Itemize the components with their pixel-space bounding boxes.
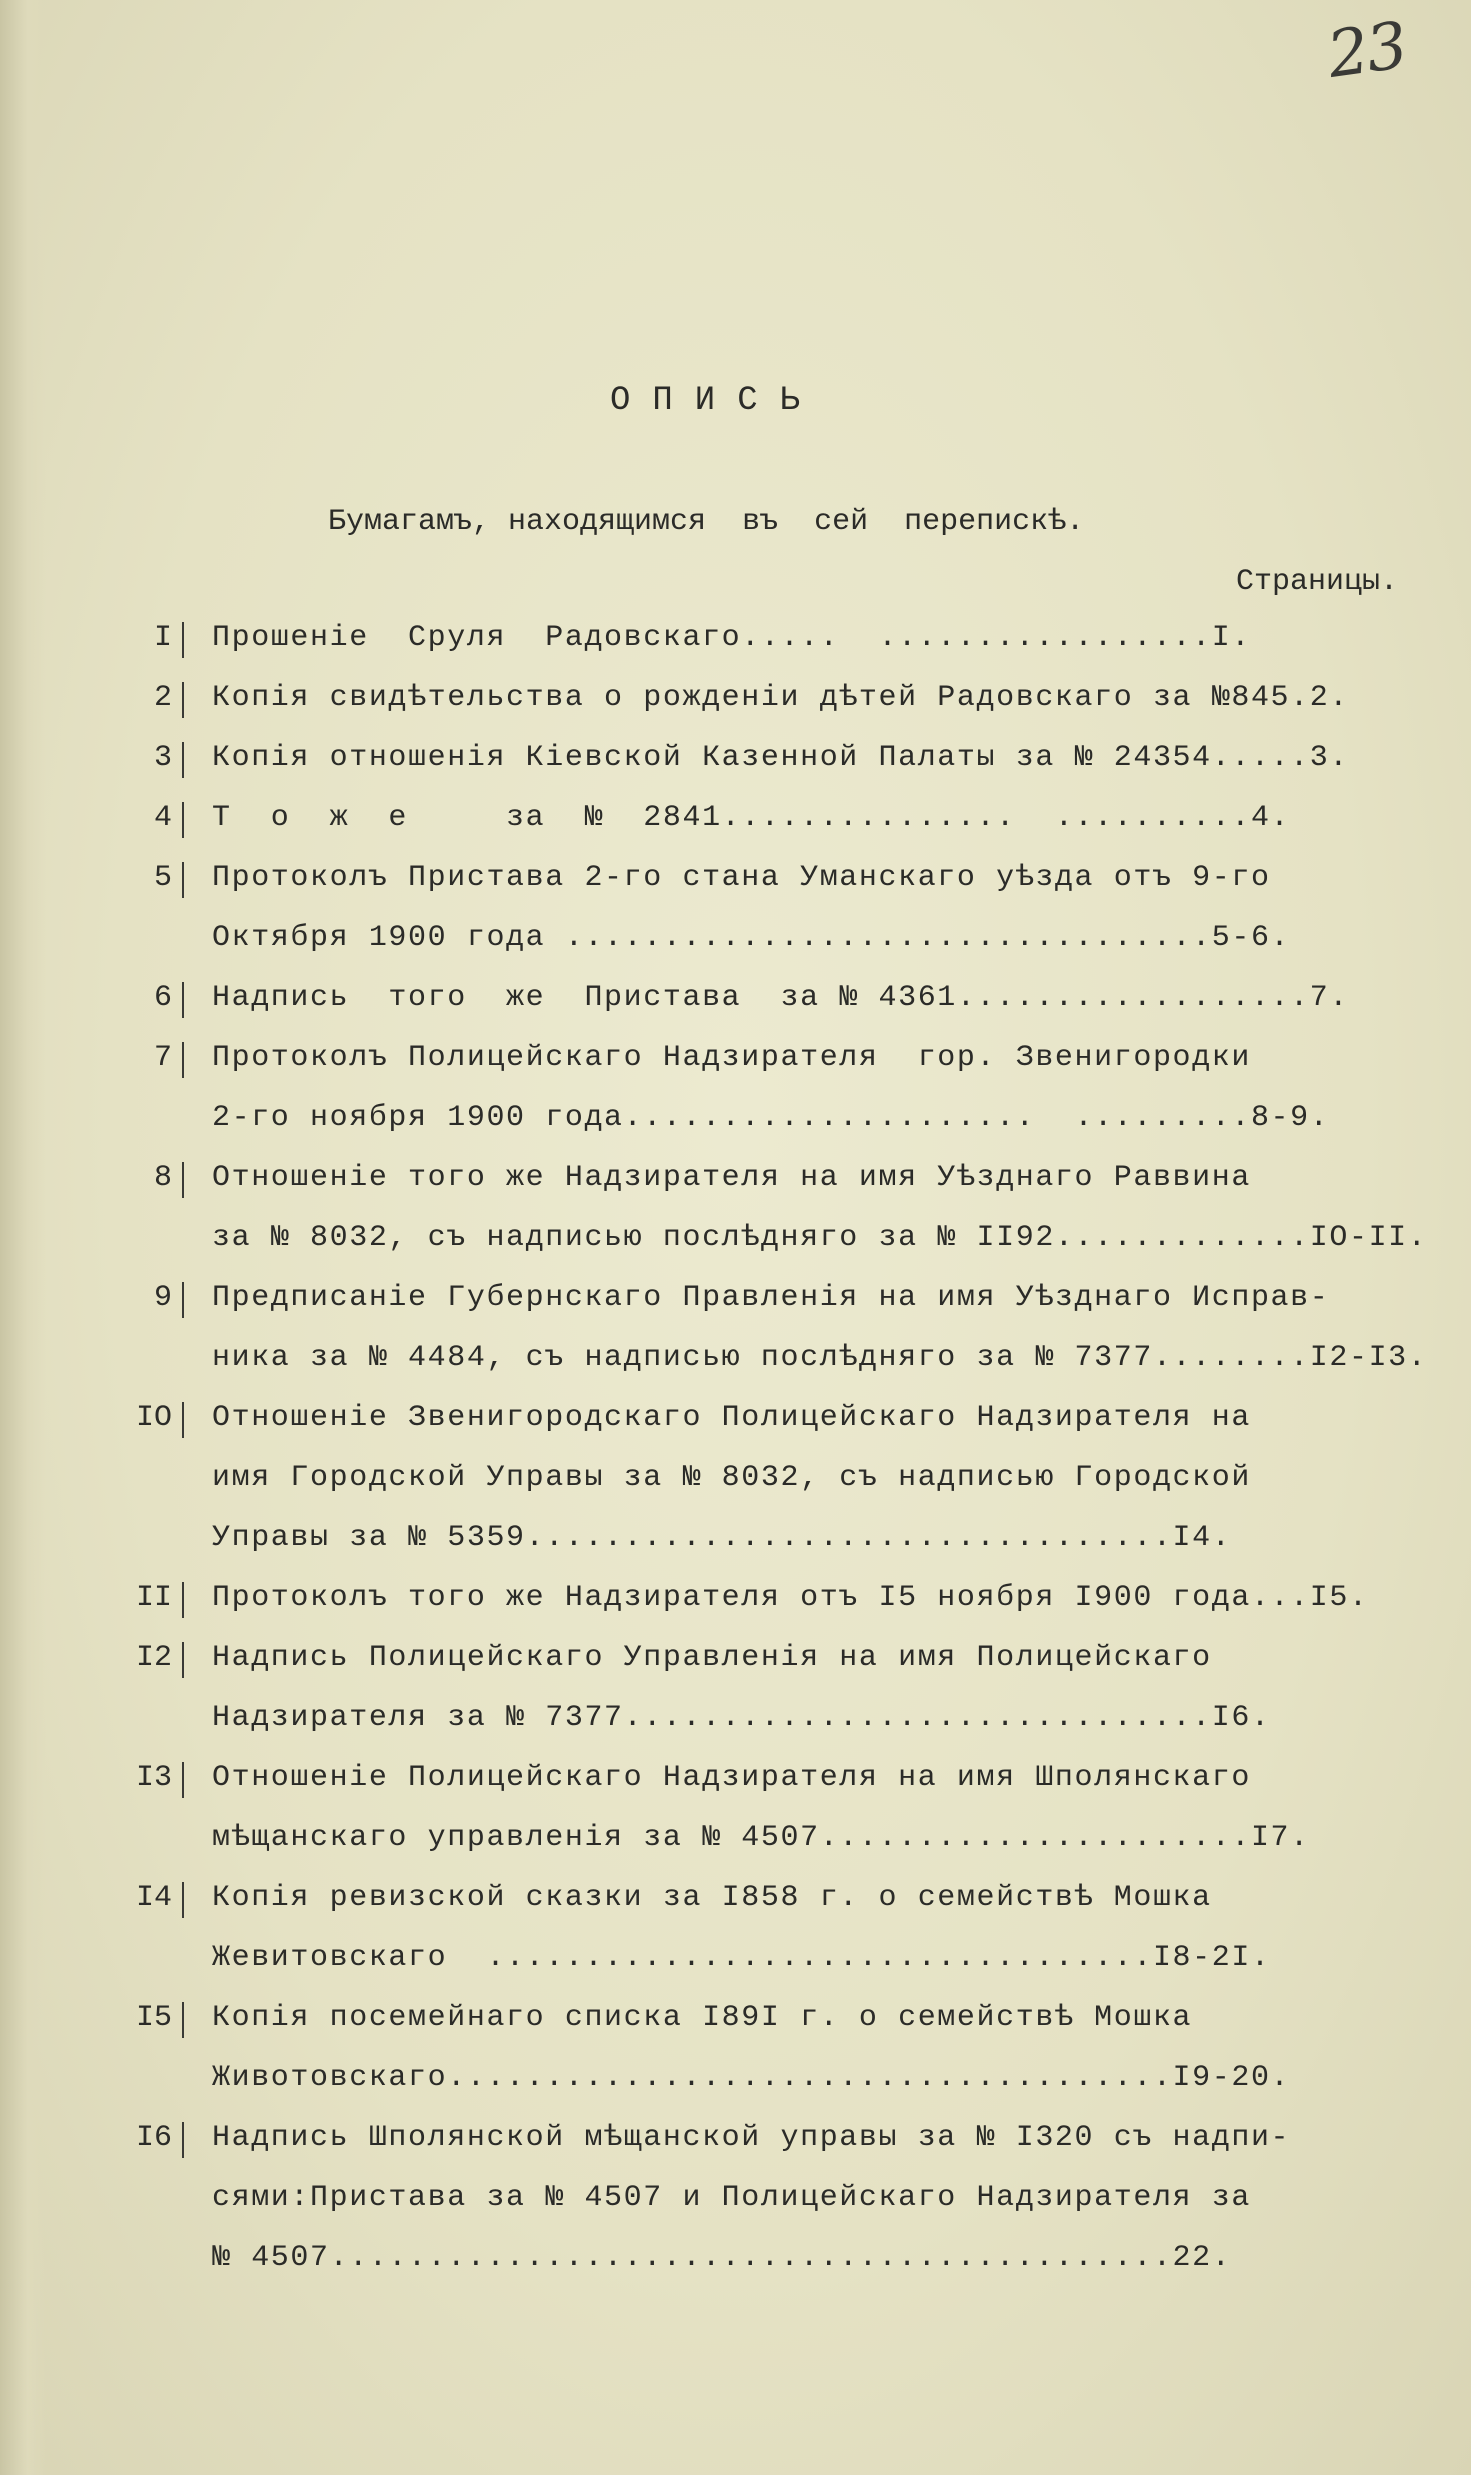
entry-line: Животовскаго.....................................I9-20. <box>212 2061 1291 2095</box>
entry-rule <box>182 862 184 898</box>
entry-line: имя Городской Управы за № 8032, съ надписью Городской <box>212 1461 1251 1495</box>
entry-rule <box>182 802 184 838</box>
entry-line: Прошенiе Сруля Радовскаго..... .................I. <box>212 621 1251 655</box>
entry-rule <box>182 2122 184 2158</box>
entry-line: Копiя свидѣтельства о рожденiи дѣтей Радовскаго за №845.2. <box>212 681 1349 715</box>
entry-rule <box>182 1762 184 1798</box>
entry-line: Управы за № 5359.................................I4. <box>212 1521 1232 1555</box>
entry-line: Октября 1900 года .................................5-6. <box>212 921 1291 955</box>
pages-column-header: Страницы. <box>1236 565 1399 599</box>
entry-line: Протоколъ Пристава 2-го стана Уманскаго уѣзда отъ 9-го <box>212 861 1271 895</box>
entry-number: I6 <box>135 2121 172 2155</box>
entry-number: IO <box>135 1401 172 1435</box>
entry-line: Отношенiе Звенигородскаго Полицейскаго Надзирателя на <box>212 1401 1251 1435</box>
entry-line: Отношенiе Полицейскаго Надзирателя на имя Шполянскаго <box>212 1761 1251 1795</box>
entry-rule <box>182 622 184 658</box>
entry-number: I3 <box>135 1761 172 1795</box>
entry-line: Копiя отношенiя Кiевской Казенной Палаты за № 24354.....3. <box>212 741 1349 775</box>
entry-line: Жевитовскаго ..................................I8-2I. <box>212 1941 1271 1975</box>
entry-rule <box>182 1282 184 1318</box>
entry-rule <box>182 1162 184 1198</box>
entry-number: II <box>135 1581 172 1615</box>
entry-number: 3 <box>153 741 172 775</box>
entry-line: Надпись Шполянской мѣщанской управы за № I320 съ надпи- <box>212 2121 1291 2155</box>
entry-rule <box>182 682 184 718</box>
entry-line: Протоколъ Полицейскаго Надзирателя гор. Звенигородки <box>212 1041 1251 1075</box>
entry-line: Копiя ревизской сказки за I858 г. о семействѣ Мошка <box>212 1881 1212 1915</box>
handwritten-page-number: 23 <box>1323 8 1411 94</box>
entry-number: 8 <box>153 1161 172 1195</box>
entry-line: Копiя посемейнаго списка I89I г. о семействѣ Мошка <box>212 2001 1193 2035</box>
entry-number: 5 <box>153 861 172 895</box>
page-edge-shadow <box>0 0 46 2475</box>
document-title: ОПИСЬ <box>610 382 823 420</box>
entry-line: № 4507...........................................22. <box>212 2241 1232 2275</box>
entry-line: сями:Пристава за № 4507 и Полицейскаго Надзирателя за <box>212 2181 1251 2215</box>
entry-line: Надпись Полицейскаго Управленiя на имя Полицейскаго <box>212 1641 1212 1675</box>
entry-rule <box>182 1582 184 1618</box>
document-subtitle: Бумагамъ, находящимся въ сей перепискѣ. <box>328 505 1085 539</box>
entry-line: Предписанiе Губернскаго Правленiя на имя Уѣзднаго Исправ- <box>212 1281 1330 1315</box>
entry-rule <box>182 982 184 1018</box>
entry-line: ника за № 4484, съ надписью послѣдняго за № 7377........I2-I3. <box>212 1341 1428 1375</box>
entry-number: I4 <box>135 1881 172 1915</box>
entry-rule <box>182 1042 184 1078</box>
entry-line: Надзирателя за № 7377..............................I6. <box>212 1701 1271 1735</box>
entry-line: Отношенiе того же Надзирателя на имя Уѣзднаго Раввина <box>212 1161 1251 1195</box>
entry-number: 7 <box>153 1041 172 1075</box>
entry-line: за № 8032, съ надписью послѣдняго за № II92.............IO-II. <box>212 1221 1428 1255</box>
entry-number: I2 <box>135 1641 172 1675</box>
entry-line: 2-го ноября 1900 года..................... .........8-9. <box>212 1101 1330 1135</box>
entry-number: I5 <box>135 2001 172 2035</box>
entry-number: 4 <box>153 801 172 835</box>
entry-number: 2 <box>153 681 172 715</box>
entry-number: I <box>153 621 172 655</box>
entry-rule <box>182 2002 184 2038</box>
entry-line: мѣщанскаго управленiя за № 4507......................I7. <box>212 1821 1310 1855</box>
entry-number: 9 <box>153 1281 172 1315</box>
entry-rule <box>182 1402 184 1438</box>
entry-rule <box>182 1642 184 1678</box>
entry-rule <box>182 1882 184 1918</box>
entry-line: Протоколъ того же Надзирателя отъ I5 ноября I900 года...I5. <box>212 1581 1369 1615</box>
entry-rule <box>182 742 184 778</box>
entry-line: Надпись того же Пристава за № 4361..................7. <box>212 981 1349 1015</box>
entry-line: Т о ж е за № 2841............... ..........4. <box>212 801 1291 835</box>
entry-number: 6 <box>153 981 172 1015</box>
